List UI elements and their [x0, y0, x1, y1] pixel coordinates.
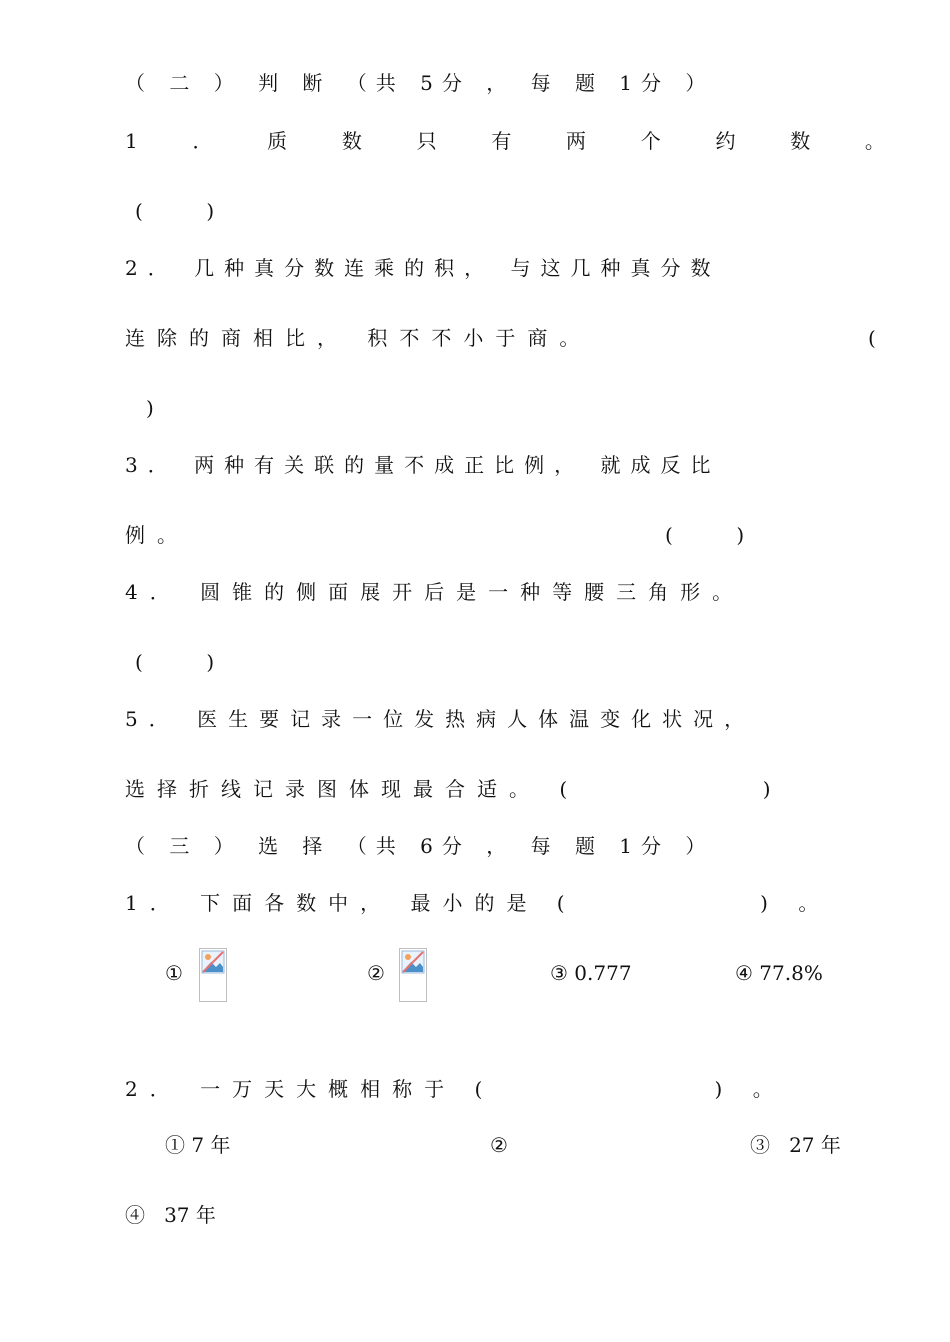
q1-char: 个: [640, 129, 661, 153]
question-5-line1: 5． 医生要记录一位发热病人体温变化状况，: [125, 707, 756, 731]
option-3: ③ 27 年: [750, 1133, 841, 1157]
q1-char: 有: [491, 129, 512, 153]
q1-char: 数: [341, 129, 362, 153]
answer-paren-close: ): [146, 396, 154, 420]
q1-char: 只: [416, 129, 437, 153]
broken-image-icon: [399, 948, 427, 1002]
option-4: ④ 77.8%: [735, 961, 823, 985]
option-2: ②: [367, 961, 385, 985]
option-1: ① 7 年: [165, 1133, 231, 1157]
section3-heading: （ 三 ） 选 择 （共 6分 ， 每 题 1分 ）: [125, 834, 715, 858]
q1-char: 。: [864, 129, 885, 153]
option-4: ④ 37 年: [125, 1203, 216, 1227]
q1-char: 质: [267, 129, 288, 153]
question-3-line2: 例。: [125, 523, 189, 547]
option-1: ①: [165, 961, 183, 985]
q1-char: ．: [192, 129, 213, 153]
question-3-line1: 3． 两种有关联的量不成正比例， 就成反比: [125, 453, 721, 477]
option-3: ③ 0.777: [550, 961, 632, 985]
q1-char: 约: [715, 129, 736, 153]
question-2-line1: 2． 几种真分数连乘的积， 与这几种真分数: [125, 256, 721, 280]
answer-parentheses: ( ): [135, 199, 215, 223]
answer-paren-open: (: [868, 326, 876, 350]
q1-char: 两: [566, 129, 587, 153]
q1-char: 数: [790, 129, 811, 153]
section2-heading: （ 二 ） 判 断 （共 5分 ， 每 题 1分 ）: [125, 71, 715, 95]
choice-question-2-stem: 2． 一万天大概相称于 ( ) 。: [125, 1077, 785, 1101]
broken-image-icon: [199, 948, 227, 1002]
option-2: ②: [490, 1133, 508, 1157]
choice-question-1-stem: 1． 下面各数中， 最小的是 ( ) 。: [125, 891, 831, 915]
question-1-text: [125, 128, 885, 154]
question-5-line2: 选择折线记录图体现最合适。 ( ): [125, 777, 783, 801]
q1-char: 1: [125, 129, 138, 153]
answer-parentheses: ( ): [135, 650, 215, 674]
question-2-line2: 连除的商相比， 积不不小于商。: [125, 326, 592, 350]
answer-parentheses: ( ): [665, 523, 745, 547]
question-4-line1: 4． 圆锥的侧面展开后是一种等腰三角形。: [125, 580, 745, 604]
